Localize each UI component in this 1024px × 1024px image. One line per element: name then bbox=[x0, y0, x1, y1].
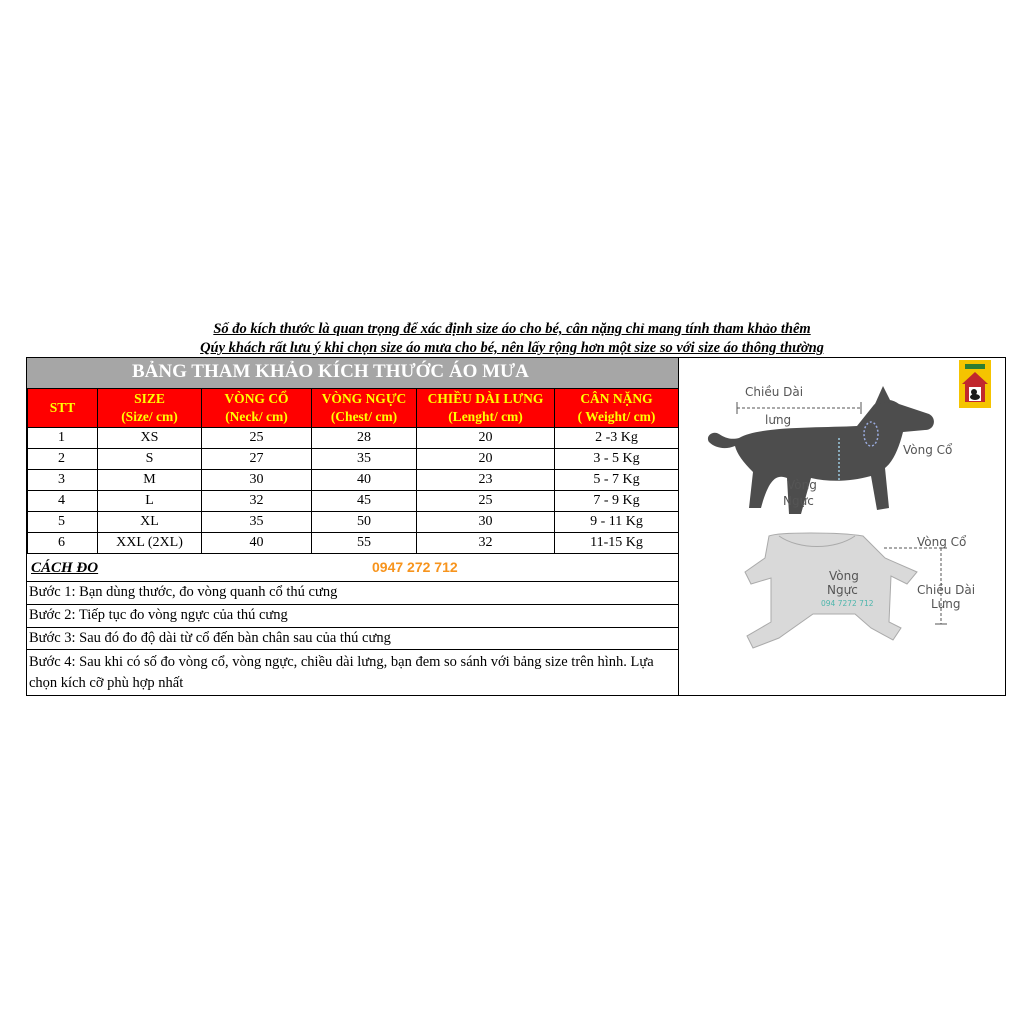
header-size: SIZE (Size/ cm) bbox=[98, 389, 202, 428]
cell-stt: 4 bbox=[28, 491, 98, 512]
cell-neck: 30 bbox=[202, 470, 312, 491]
dog-back-label-1: Chiều Dài bbox=[745, 385, 804, 399]
cell-weight: 11-15 Kg bbox=[555, 533, 679, 554]
table-row bbox=[28, 470, 679, 491]
cell-stt: 3 bbox=[28, 470, 98, 491]
dog-silhouette bbox=[708, 386, 934, 514]
cell-length: 20 bbox=[417, 449, 555, 470]
cell-neck: 35 bbox=[202, 512, 312, 533]
dog-neck-label: Vòng Cổ bbox=[903, 443, 953, 457]
table-row bbox=[28, 512, 679, 533]
coat-neck-label: Vòng Cổ bbox=[917, 535, 967, 549]
measurement-illustration bbox=[679, 358, 1005, 695]
cell-weight: 3 - 5 Kg bbox=[555, 449, 679, 470]
cell-weight: 2 -3 Kg bbox=[555, 428, 679, 449]
dog-diagram bbox=[679, 358, 1005, 695]
cell-weight: 9 - 11 Kg bbox=[555, 512, 679, 533]
table-row bbox=[28, 449, 679, 470]
cell-chest: 55 bbox=[312, 533, 417, 554]
cell-stt: 1 bbox=[28, 428, 98, 449]
cell-length: 30 bbox=[417, 512, 555, 533]
header-weight: CÂN NẶNG ( Weight/ cm) bbox=[555, 389, 679, 428]
phone-number: 0947 272 712 bbox=[372, 559, 458, 575]
dog-chest-label-2: Ngực bbox=[783, 494, 814, 508]
table-row bbox=[28, 491, 679, 512]
header-neck: VÒNG CỔ (Neck/ cm) bbox=[202, 389, 312, 428]
measure-step-1: Bước 1: Bạn dùng thước, đo vòng quanh cổ thú cưng bbox=[27, 582, 678, 605]
coat-back-label-1: Chiều Dài bbox=[917, 583, 976, 597]
cell-chest: 28 bbox=[312, 428, 417, 449]
size-table-section bbox=[27, 358, 679, 695]
cell-size: XL bbox=[98, 512, 202, 533]
cell-size: M bbox=[98, 470, 202, 491]
cell-weight: 7 - 9 Kg bbox=[555, 491, 679, 512]
dog-back-label-2: lưng bbox=[765, 413, 792, 427]
table-row bbox=[28, 428, 679, 449]
cell-length: 23 bbox=[417, 470, 555, 491]
cell-size: XS bbox=[98, 428, 202, 449]
measure-step-3: Bước 3: Sau đó đo độ dài từ cổ đến bàn chân sau của thú cưng bbox=[27, 628, 678, 650]
intro-line-1: Số đo kích thước là quan trọng để xác định size áo cho bé, cân nặng chỉ mang tính tham khảo thêm bbox=[213, 321, 811, 337]
table-title: BẢNG THAM KHẢO KÍCH THƯỚC ÁO MƯA bbox=[132, 361, 529, 382]
dog-chest-label-1: Vòng bbox=[787, 478, 817, 492]
table-banner bbox=[27, 358, 678, 388]
cell-length: 32 bbox=[417, 533, 555, 554]
coat-chest-label-2: Ngực bbox=[827, 583, 858, 597]
intro-line-2: Qúy khách rất lưu ý khi chọn size áo mưa cho bé, nên lấy rộng hơn một size so với size áo thông thường bbox=[200, 340, 824, 356]
cell-size: L bbox=[98, 491, 202, 512]
header-stt: STT bbox=[28, 389, 98, 428]
cell-chest: 45 bbox=[312, 491, 417, 512]
measure-step-4: Bước 4: Sau khi có số đo vòng cổ, vòng ngực, chiều dài lưng, bạn đem so sánh với bảng size trên hình. Lựa chọn kích cỡ phù hợp nhất bbox=[29, 654, 654, 691]
cell-size: S bbox=[98, 449, 202, 470]
coat-phone-print: 094 7272 712 bbox=[821, 599, 874, 608]
cell-chest: 50 bbox=[312, 512, 417, 533]
cell-weight: 5 - 7 Kg bbox=[555, 470, 679, 491]
dog-ear bbox=[875, 386, 891, 404]
size-table bbox=[27, 388, 679, 554]
table-header-row bbox=[28, 389, 679, 428]
cell-length: 20 bbox=[417, 428, 555, 449]
cell-neck: 40 bbox=[202, 533, 312, 554]
coat-back-label-2: Lưng bbox=[931, 597, 961, 611]
cell-size: XXL (2XL) bbox=[98, 533, 202, 554]
coat-chest-label-1: Vòng bbox=[829, 569, 859, 583]
header-length: CHIỀU DÀI LƯNG (Lenght/ cm) bbox=[417, 389, 555, 428]
table-row bbox=[28, 533, 679, 554]
how-to-measure-header bbox=[27, 557, 678, 582]
cell-neck: 32 bbox=[202, 491, 312, 512]
cell-stt: 5 bbox=[28, 512, 98, 533]
how-to-measure-title: CÁCH ĐO bbox=[31, 560, 99, 576]
cell-length: 25 bbox=[417, 491, 555, 512]
cell-chest: 40 bbox=[312, 470, 417, 491]
cell-neck: 27 bbox=[202, 449, 312, 470]
cell-stt: 2 bbox=[28, 449, 98, 470]
size-chart-frame bbox=[26, 357, 1006, 696]
header-chest: VÒNG NGỰC (Chest/ cm) bbox=[312, 389, 417, 428]
measure-step-2: Bước 2: Tiếp tục đo vòng ngực của thú cưng bbox=[27, 605, 678, 628]
cell-stt: 6 bbox=[28, 533, 98, 554]
dog-body bbox=[708, 400, 934, 514]
cell-neck: 25 bbox=[202, 428, 312, 449]
cell-chest: 35 bbox=[312, 449, 417, 470]
